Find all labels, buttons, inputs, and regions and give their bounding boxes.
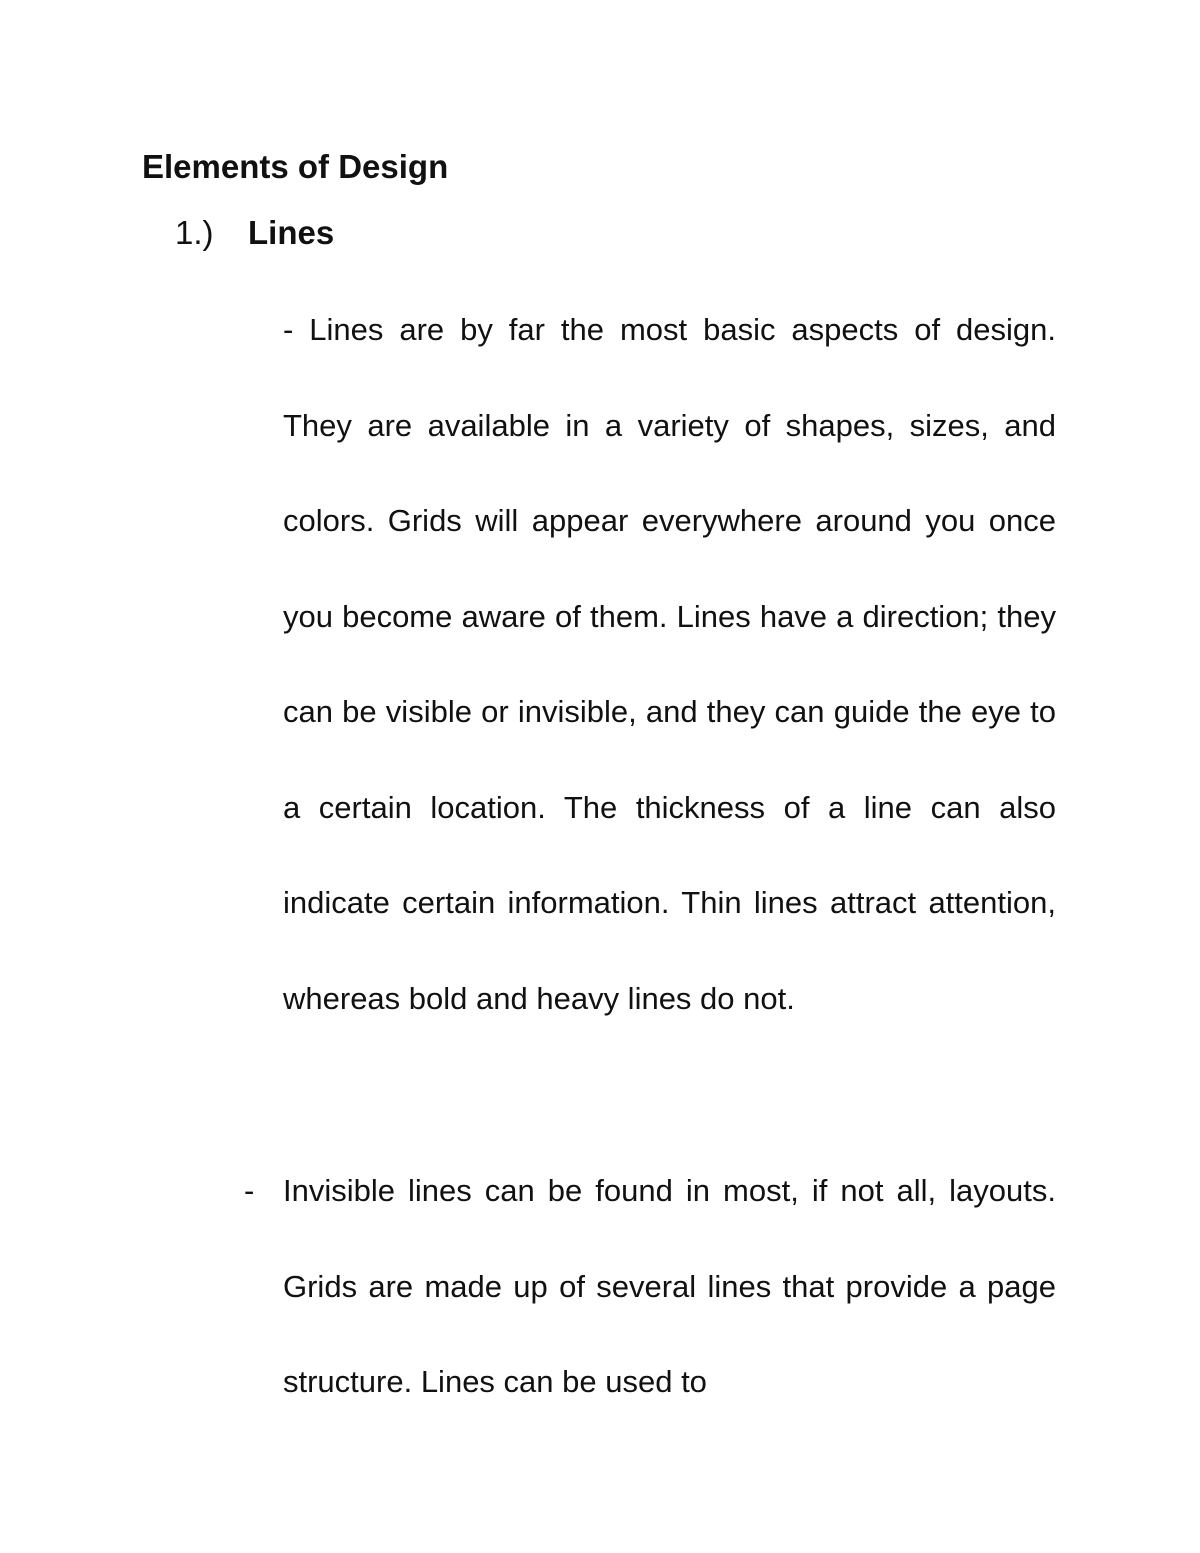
document-title: Elements of Design — [142, 148, 449, 185]
paragraph-lines-basics: - Lines are by far the most basic aspects of design. They are available in a variety of shapes, sizes, and colors. Grids will appear everywhere around you once you become aware of them. Lines have a direction; they can be visible or invisible, and they can guide the eye to a certain location. The thickness of a line can also indicate certain information. Thin lines attract attention, whereas bold and heavy lines do not. — [283, 312, 1056, 1016]
section-number: 1.) — [175, 214, 214, 251]
paragraph-invisible-lines: Invisible lines can be found in most, if not all, layouts. Grids are made up of several lines that provide a page structure. Lines can be used to — [283, 1173, 1056, 1399]
section-title: Lines — [248, 214, 335, 251]
bullet-marker: - — [244, 1173, 255, 1208]
